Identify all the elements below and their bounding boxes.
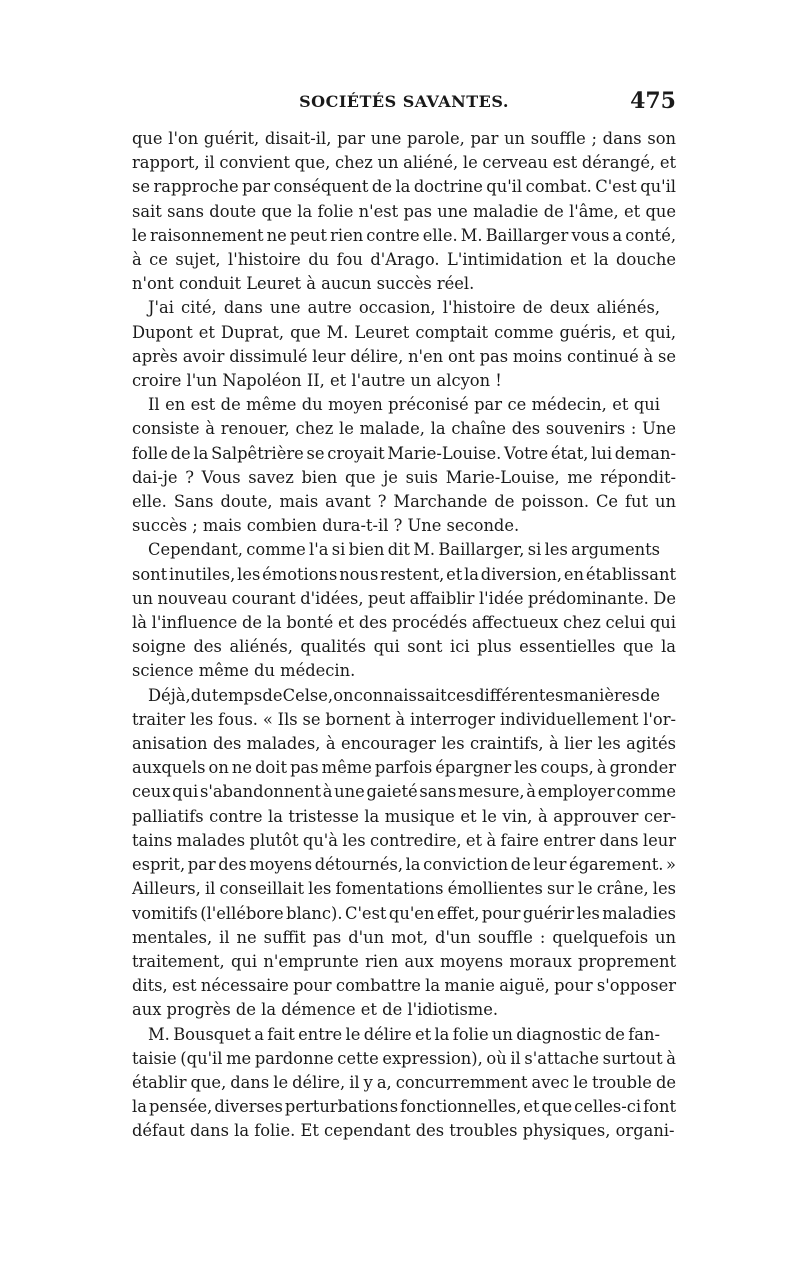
paragraph [132, 393, 676, 538]
paragraph [132, 296, 676, 393]
text-line: sait sans doute que la folie n'est pas une maladie de l'âme, et que [132, 201, 676, 221]
text-line: se rapproche par conséquent de la doctrine qu'il combat. C'est qu'il [132, 177, 676, 197]
text-line: dits, est nécessaire pour combattre la manie aiguë, pour s'opposer [132, 976, 676, 996]
text-line: traiter les fous. « Ils se bornent à interroger individuellement l'or- [132, 709, 676, 729]
paragraph [132, 1023, 676, 1144]
text-line: Cependant, comme l'a si bien dit M. Baillarger, si les arguments [148, 540, 660, 560]
running-title: SOCIÉTÉS SAVANTES. [299, 92, 509, 111]
paragraph [132, 127, 676, 296]
text-line: rapport, il convient que, chez un aliéné, le cerveau est dérangé, et [132, 153, 676, 173]
text-line: dai-je ? Vous savez bien que je suis Marie-Louise, me répondit- [132, 467, 676, 487]
text-line: taisie (qu'il me pardonne cette expression), où il s'attache surtout à [132, 1048, 676, 1068]
text-line: n'ont conduit Leuret à aucun succès réel. [132, 274, 475, 294]
text-line: folle de la Salpêtrière se croyait Marie-Louise. Votre état, lui deman- [132, 443, 676, 463]
text-line: tains malades plutôt qu'à les contredire, et à faire entrer dans leur [132, 830, 676, 850]
text-line: consiste à renouer, chez le malade, la chaîne des souvenirs : Une [132, 419, 676, 439]
text-line: auxquels on ne doit pas même parfois épargner les coups, à gronder [132, 758, 676, 778]
text-line: aux progrès de la démence et de l'idiotisme. [132, 1000, 499, 1020]
text-line: un nouveau courant d'idées, peut affaiblir l'idée prédominante. De [132, 588, 676, 608]
text-line: soigne des aliénés, qualités qui sont ici plus essentielles que la [132, 637, 676, 657]
text-line: elle. Sans doute, mais avant ? Marchande de poisson. Ce fut un [132, 492, 676, 512]
body-text [132, 127, 676, 1144]
text-line: croire l'un Napoléon II, et l'autre un alcyon ! [132, 371, 502, 391]
text-line: esprit, par des moyens détournés, la conviction de leur égarement. » [132, 855, 676, 875]
running-head [132, 88, 676, 118]
text-line: défaut dans la folie. Et cependant des troubles physiques, organi- [132, 1121, 675, 1141]
text-line: traitement, qui n'emprunte rien aux moyens moraux proprement [132, 951, 676, 971]
text-line: à ce sujet, l'histoire du fou d'Arago. L'intimidation et la douche [132, 250, 676, 270]
paragraph [132, 684, 676, 1023]
text-line: mentales, il ne suffit pas d'un mot, d'un souffle : quelquefois un [132, 927, 676, 947]
text-line: palliatifs contre la tristesse la musique et le vin, à approuver cer- [132, 806, 676, 826]
text-line: là l'influence de la bonté et des procédés affectueux chez celui qui [132, 613, 676, 633]
text-line: que l'on guérit, disait-il, par une parole, par un souffle ; dans son [132, 129, 676, 148]
text-line: Il en est de même du moyen préconisé par ce médecin, et qui [148, 395, 660, 415]
text-line: Dupont et Duprat, que M. Leuret comptait comme guéris, et qui, [132, 322, 676, 342]
text-line: vomitifs (l'ellébore blanc). C'est qu'en effet, pour guérir les maladies [132, 903, 676, 923]
text-line: ceux qui s'abandonnent à une gaieté sans mesure, à employer comme [132, 782, 676, 802]
text-line: sont inutiles, les émotions nous restent, et la diversion, en établissant [132, 564, 676, 584]
text-line: établir que, dans le délire, il y a, concurremment avec le trouble de [132, 1072, 676, 1092]
text-line: anisation des malades, à encourager les craintifs, à lier les agités [132, 734, 676, 754]
text-line: Ailleurs, il conseillait les fomentations émollientes sur le crâne, les [132, 879, 676, 899]
text-line: la pensée, diverses perturbations fonctionnelles, et que celles-ci font [132, 1097, 676, 1117]
page-number: 475 [630, 88, 676, 114]
text-line: après avoir dissimulé leur délire, n'en ont pas moins continué à se [132, 346, 676, 366]
paragraph [132, 538, 676, 683]
text-line: M. Bousquet a fait entre le délire et la folie un diagnostic de fan- [148, 1024, 660, 1044]
text-line: succès ; mais combien dura-t-il ? Une seconde. [132, 516, 520, 536]
text-line: science même du médecin. [132, 661, 356, 681]
text-line: Déjà, du temps de Celse, on connaissait ces différentes manières de [148, 685, 660, 705]
text-line: J'ai cité, dans une autre occasion, l'histoire de deux aliénés, [148, 298, 660, 318]
text-line: le raisonnement ne peut rien contre elle. M. Baillarger vous a conté, [132, 225, 676, 245]
